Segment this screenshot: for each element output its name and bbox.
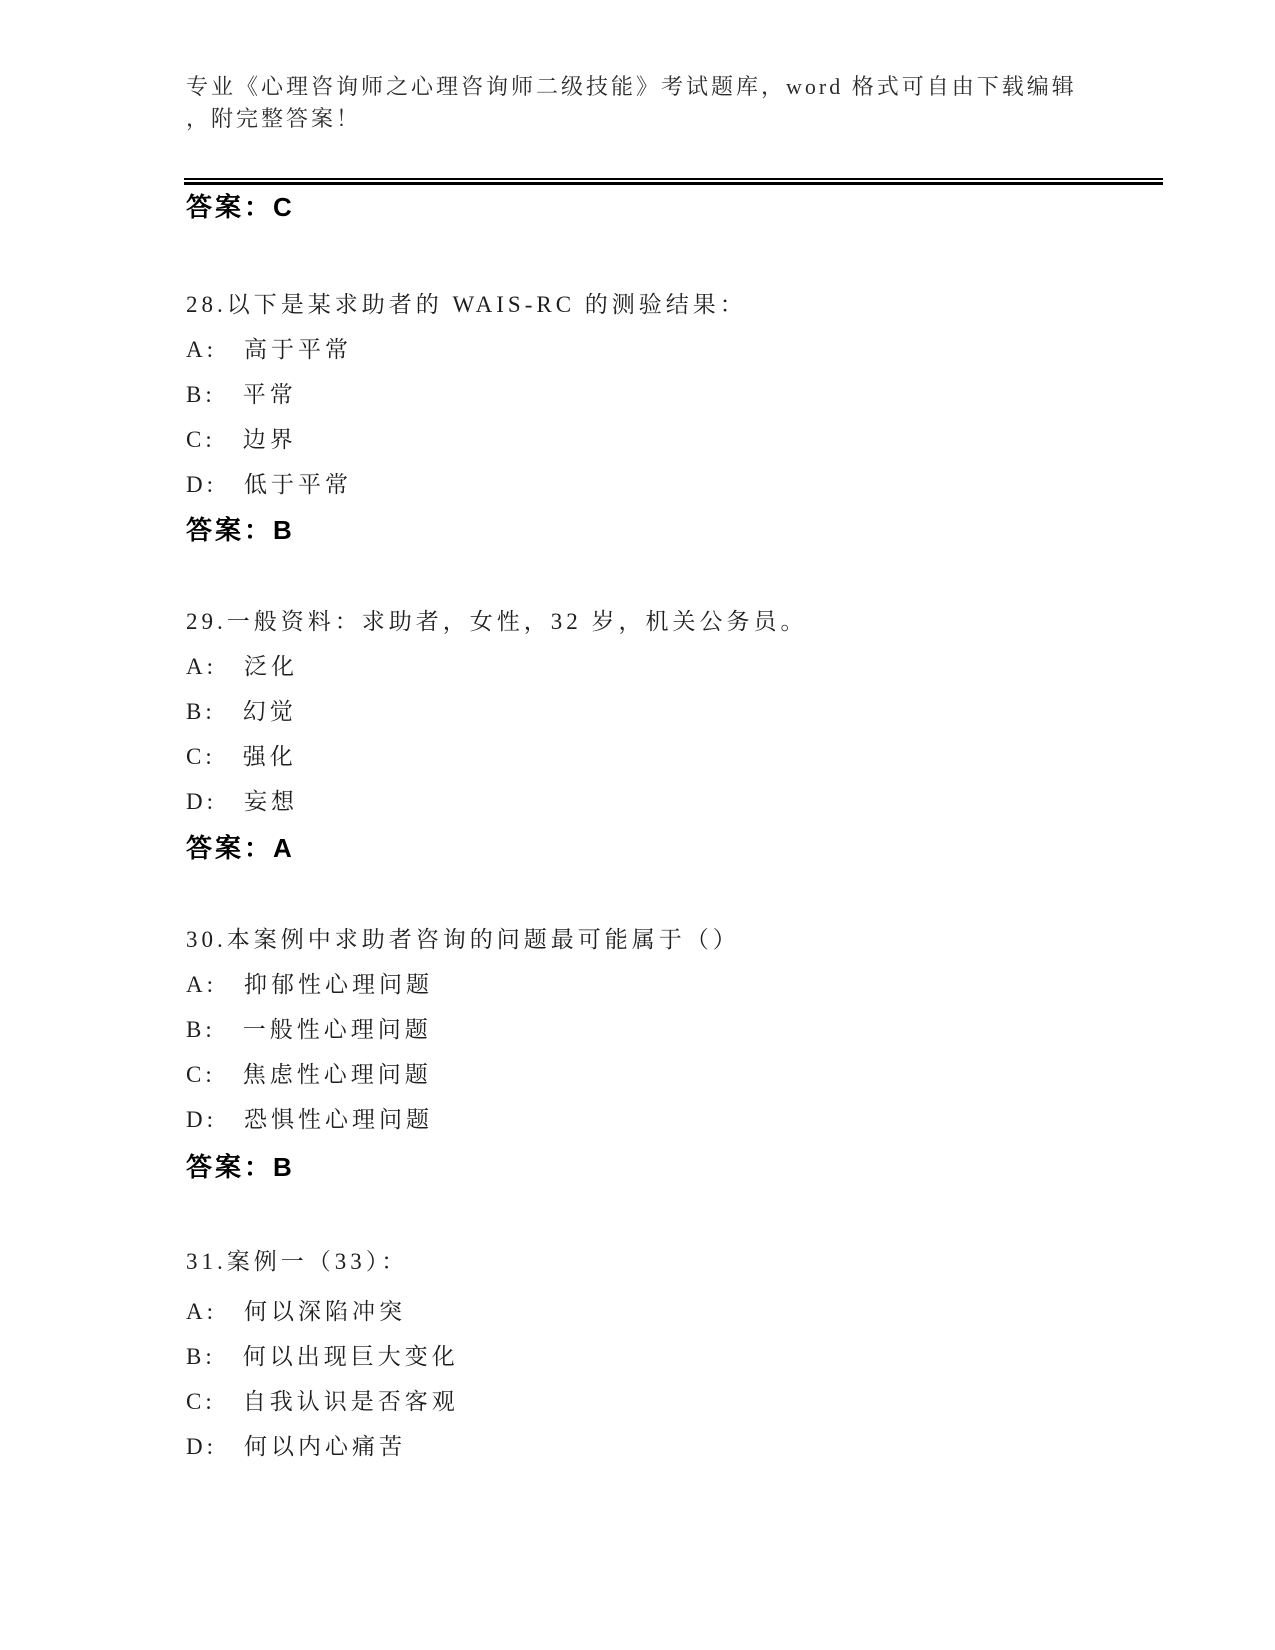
question-31-option-b: B: 何以出现巨大变化 — [186, 1344, 459, 1369]
question-29-option-d: D: 妄想 — [186, 789, 298, 814]
question-30-option-b: B: 一般性心理问题 — [186, 1017, 432, 1042]
question-28-option-b: B: 平常 — [186, 382, 297, 407]
question-28-option-c: C: 边界 — [186, 427, 297, 452]
question-29-answer: 答案：A — [186, 833, 295, 863]
question-28-option-d: D: 低于平常 — [186, 472, 352, 497]
question-29-option-c: C: 强化 — [186, 744, 297, 769]
question-28-option-a: A: 高于平常 — [186, 337, 352, 362]
question-30-option-c: C: 焦虑性心理问题 — [186, 1062, 432, 1087]
header-line-2: ，附完整答案！ — [186, 106, 362, 131]
question-31-option-d: D: 何以内心痛苦 — [186, 1434, 406, 1459]
question-28-answer: 答案：B — [186, 515, 295, 545]
header-line-1: 专业《心理咨询师之心理咨询师二级技能》考试题库，word 格式可自由下载编辑 — [186, 74, 1077, 99]
question-31-option-a: A: 何以深陷冲突 — [186, 1299, 406, 1324]
question-29-option-b: B: 幻觉 — [186, 699, 297, 724]
answer-previous-question: 答案：C — [186, 192, 295, 222]
question-29-option-a: A: 泛化 — [186, 654, 298, 679]
header-divider — [184, 178, 1163, 185]
question-30-option-a: A: 抑郁性心理问题 — [186, 972, 433, 997]
question-30-option-d: D: 恐惧性心理问题 — [186, 1107, 433, 1132]
question-31-title: 31.案例一（33）： — [186, 1249, 409, 1274]
question-28-title: 28.以下是某求助者的 WAIS-RC 的测验结果： — [186, 292, 747, 317]
question-30-title: 30.本案例中求助者咨询的问题最可能属于（） — [186, 927, 740, 952]
question-29-title: 29.一般资料：求助者，女性，32 岁，机关公务员。 — [186, 609, 808, 634]
question-30-answer: 答案：B — [186, 1152, 295, 1182]
question-31-option-c: C: 自我认识是否客观 — [186, 1389, 459, 1414]
